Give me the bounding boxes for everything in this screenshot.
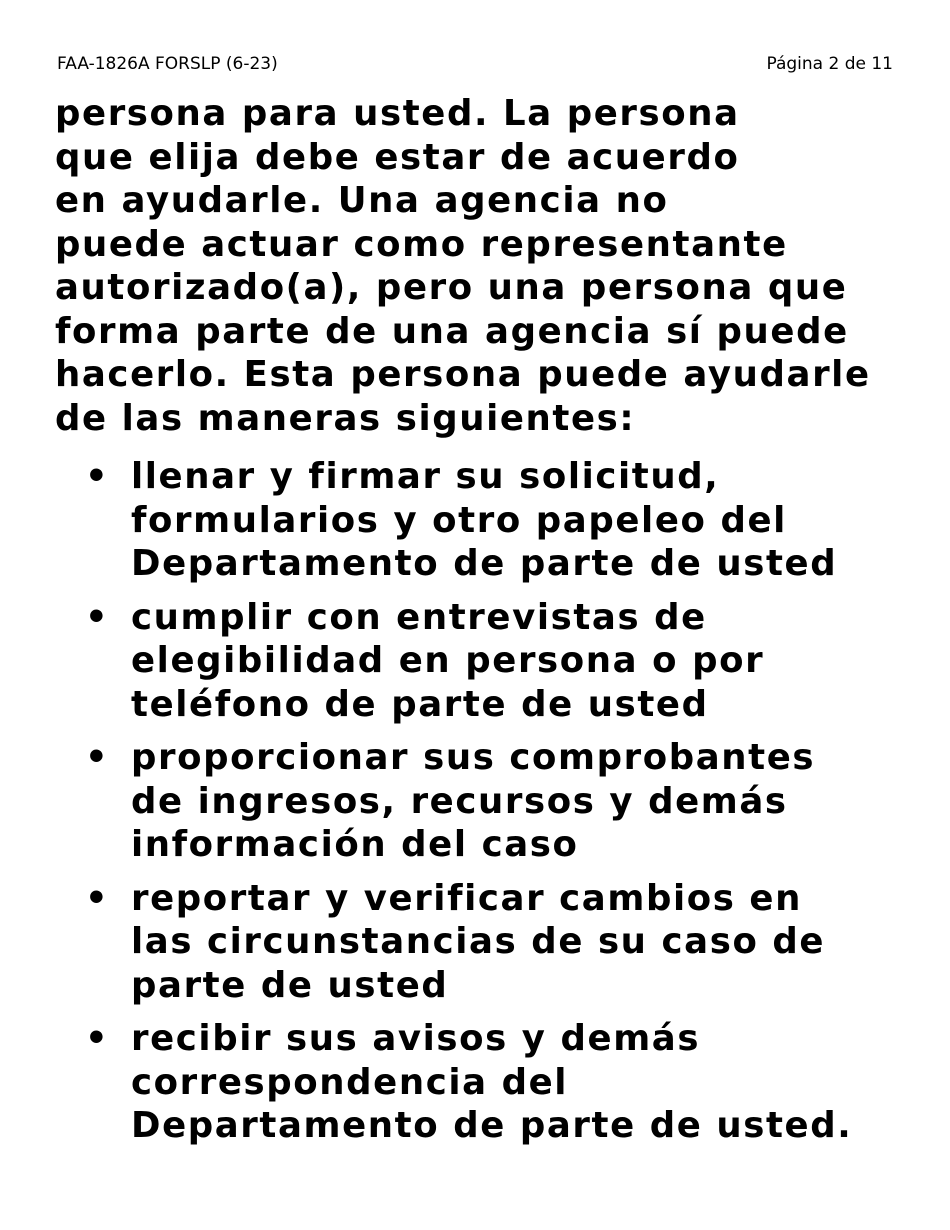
bullet-list (55, 455, 900, 1158)
intro-line: forma parte de una agencia sí puede (55, 310, 849, 352)
bullet-icon: • (85, 596, 110, 638)
intro-line: puede actuar como representante (55, 223, 788, 265)
list-item (55, 1017, 900, 1148)
list-item-line: formularios y otro papeleo del (131, 499, 787, 541)
bullet-icon: • (85, 877, 110, 919)
list-item-line: elegibilidad en persona o por (131, 640, 765, 681)
list-item-line: proporcionar sus comprobantes (131, 737, 816, 778)
intro-line: de las maneras siguientes: (55, 397, 636, 439)
form-code: FAA-1826A FORSLP (6-23) (57, 54, 278, 74)
list-item-line: recibir sus avisos y demás (131, 1018, 701, 1059)
intro-line: en ayudarle. Una agencia no (55, 180, 669, 221)
intro-line: que elija debe estar de acuerdo (55, 136, 740, 178)
page-header (57, 52, 893, 76)
list-item-line: cumplir con entrevistas de (131, 596, 707, 638)
list-item-line: correspondencia del (131, 1061, 569, 1103)
bullet-icon: • (85, 1018, 110, 1059)
page-number: Página 2 de 11 (766, 54, 893, 74)
list-item-line: Departamento de parte de usted. (131, 1105, 853, 1146)
list-item-line: Departamento de parte de usted (131, 543, 838, 584)
bullet-icon: • (85, 456, 110, 497)
list-item (55, 736, 900, 867)
intro-line: persona para usted. La persona (55, 93, 740, 134)
list-item-line: teléfono de parte de usted (131, 683, 709, 725)
list-item-line: las circunstancias de su caso de (131, 921, 826, 962)
intro-line: hacerlo. Esta persona puede ayudarle (55, 354, 871, 395)
list-item-line: información del caso (131, 824, 579, 865)
list-item-line: reportar y verificar cambios en (131, 877, 802, 919)
intro-paragraph (55, 92, 900, 440)
list-item-line: llenar y firmar su solicitud, (131, 456, 720, 497)
intro-line: autorizado(a), pero una persona que (55, 267, 848, 308)
list-item-line: de ingresos, recursos y demás (131, 780, 788, 822)
list-item (55, 455, 900, 586)
list-item (55, 596, 900, 727)
list-item (55, 877, 900, 1008)
list-item-line: parte de usted (131, 964, 449, 1006)
bullet-icon: • (85, 737, 110, 778)
